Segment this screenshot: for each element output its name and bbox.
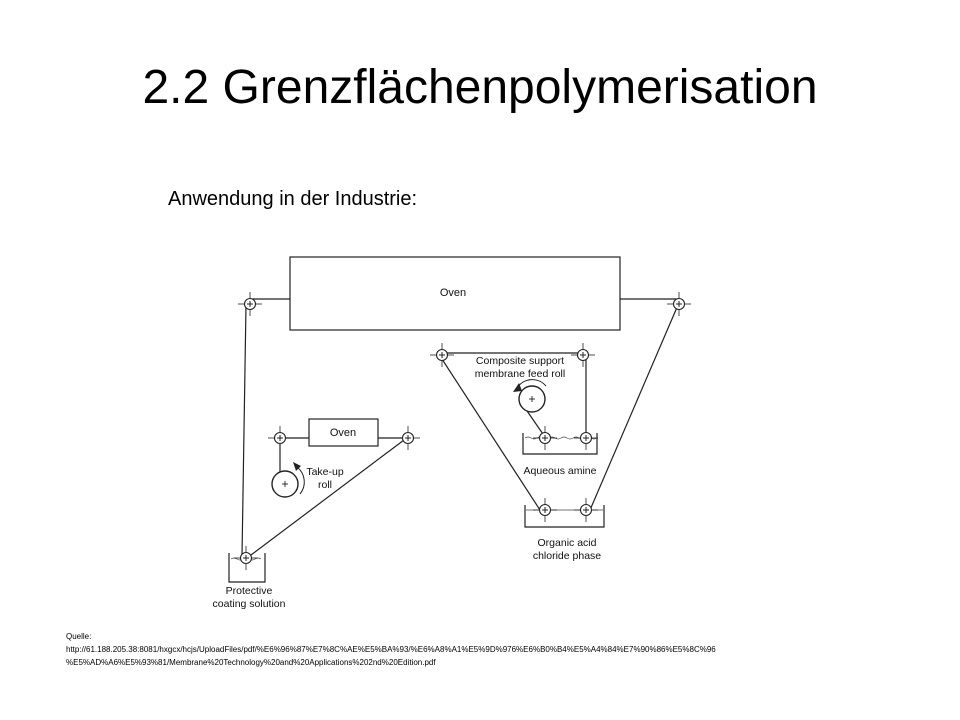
guide-roller xyxy=(667,292,691,316)
takeup-label-2: roll xyxy=(317,479,333,491)
guide-roller xyxy=(238,292,262,316)
source-url-line-1[interactable]: http://61.188.205.38:8081/hxgcx/hcjs/UploadFiles/pdf/%E6%96%87%E7%8C%AE%E5%BA%93/%E6%A8%A1%E5%9D%976%E6%B0%B4%E5%A4%84%E7%90%86%E5%8C%96 xyxy=(66,645,716,654)
small-oven-label: Oven xyxy=(329,427,357,439)
slide-subtitle: Anwendung in der Industrie: xyxy=(168,188,418,210)
source-url-line-2[interactable]: %E5%AD%A6%E5%93%81/Membrane%20Technology%20and%20Applications%202nd%20Edition.pdf xyxy=(66,658,436,667)
source-label: Quelle: xyxy=(66,632,92,641)
guide-roller xyxy=(533,498,557,522)
membrane-belt xyxy=(242,299,678,558)
organic-acid-bath xyxy=(525,505,604,527)
guide-roller xyxy=(574,498,598,522)
guide-roller xyxy=(533,426,557,450)
protective-label-1: Protective xyxy=(225,585,273,597)
slide-title: 2.2 Grenzflächenpolymerisation xyxy=(142,61,818,114)
takeup-label-1: Take-up xyxy=(306,466,344,478)
source-citation xyxy=(66,630,906,669)
organic-label-1: Organic acid xyxy=(537,537,597,549)
organic-label-2: chloride phase xyxy=(532,550,602,562)
aqueous-label: Aqueous amine xyxy=(523,465,597,477)
guide-roller xyxy=(234,546,258,570)
composite-label-1: Composite support xyxy=(475,355,565,367)
guide-roller xyxy=(396,426,420,450)
main-oven-label: Oven xyxy=(439,287,467,299)
composite-label-2: membrane feed roll xyxy=(474,368,566,380)
guide-roller xyxy=(430,343,454,367)
guide-roller xyxy=(268,426,292,450)
guide-roller xyxy=(571,343,595,367)
guide-roller xyxy=(574,426,598,450)
protective-label-2: coating solution xyxy=(212,598,286,610)
